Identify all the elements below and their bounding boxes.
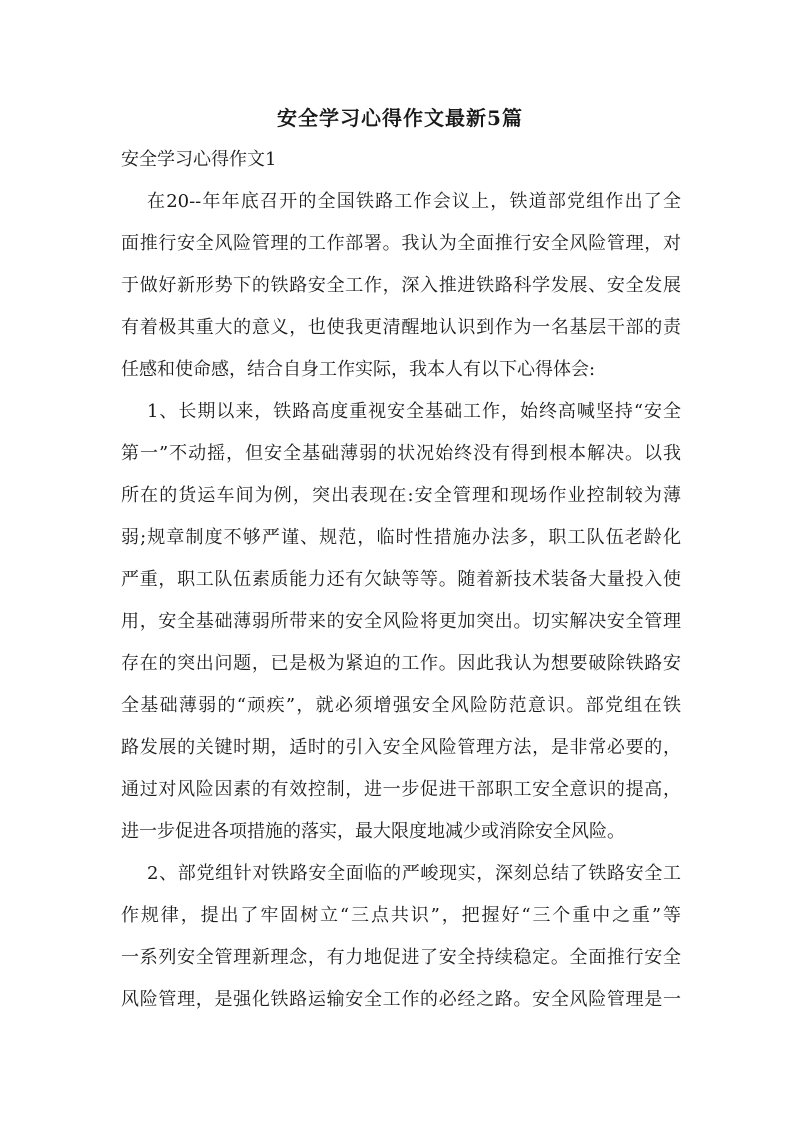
paragraph-2-line-1: 1、长期以来，铁路高度重视安全基础工作，始终高喊坚持“安全 <box>147 401 681 422</box>
paragraph-2-line-9: 路发展的关键时期，适时的引入安全风险管理方法，是非常必要的， <box>121 737 681 758</box>
paragraph-3-line-2: 作规律，提出了牢固树立“三点共识”，把握好“三个重中之重”等 <box>121 905 681 926</box>
paragraph-2-line-2: 第一”不动摇，但安全基础薄弱的状况始终没有得到根本解决。以我 <box>121 443 681 464</box>
paragraph-3-line-3: 一系列安全管理新理念，有力地促进了安全持续稳定。全面推行安全 <box>121 947 681 968</box>
paragraph-2-line-10: 通过对风险因素的有效控制，进一步促进干部职工安全意识的提高， <box>121 779 681 800</box>
paragraph-2-line-3: 所在的货运车间为例，突出表现在:安全管理和现场作业控制较为薄 <box>121 485 681 506</box>
document-title: 安全学习心得作文最新5篇 <box>277 106 523 130</box>
paragraph-2-line-6: 用，安全基础薄弱所带来的安全风险将更加突出。切实解决安全管理 <box>121 611 681 632</box>
paragraph-2-line-11: 进一步促进各项措施的落实，最大限度地减少或消除安全风险。 <box>121 821 625 842</box>
paragraph-2-line-7: 存在的突出问题，已是极为紧迫的工作。因此我认为想要破除铁路安 <box>121 653 681 674</box>
paragraph-3-line-1: 2、部党组针对铁路安全面临的严峻现实，深刻总结了铁路安全工 <box>147 863 681 884</box>
essay-subtitle: 安全学习心得作文1 <box>121 149 277 170</box>
paragraph-1-line-5: 任感和使命感，结合自身工作实际，我本人有以下心得体会: <box>121 359 596 380</box>
paragraph-1-line-3: 于做好新形势下的铁路安全工作，深入推进铁路科学发展、安全发展 <box>121 275 681 296</box>
paragraph-1-line-1: 在20--年年底召开的全国铁路工作会议上，铁道部党组作出了全 <box>147 191 681 212</box>
paragraph-2-line-4: 弱;规章制度不够严谨、规范，临时性措施办法多，职工队伍老龄化 <box>121 527 681 548</box>
paragraph-2-line-5: 严重，职工队伍素质能力还有欠缺等等。随着新技术装备大量投入使 <box>121 569 681 590</box>
paragraph-2-line-8: 全基础薄弱的“顽疾”，就必须增强安全风险防范意识。部党组在铁 <box>121 695 681 716</box>
paragraph-1-line-2: 面推行安全风险管理的工作部署。我认为全面推行安全风险管理，对 <box>121 233 681 254</box>
paragraph-1-line-4: 有着极其重大的意义，也使我更清醒地认识到作为一名基层干部的责 <box>121 317 681 338</box>
paragraph-3-line-4: 风险管理，是强化铁路运输安全工作的必经之路。安全风险管理是一 <box>121 989 681 1010</box>
